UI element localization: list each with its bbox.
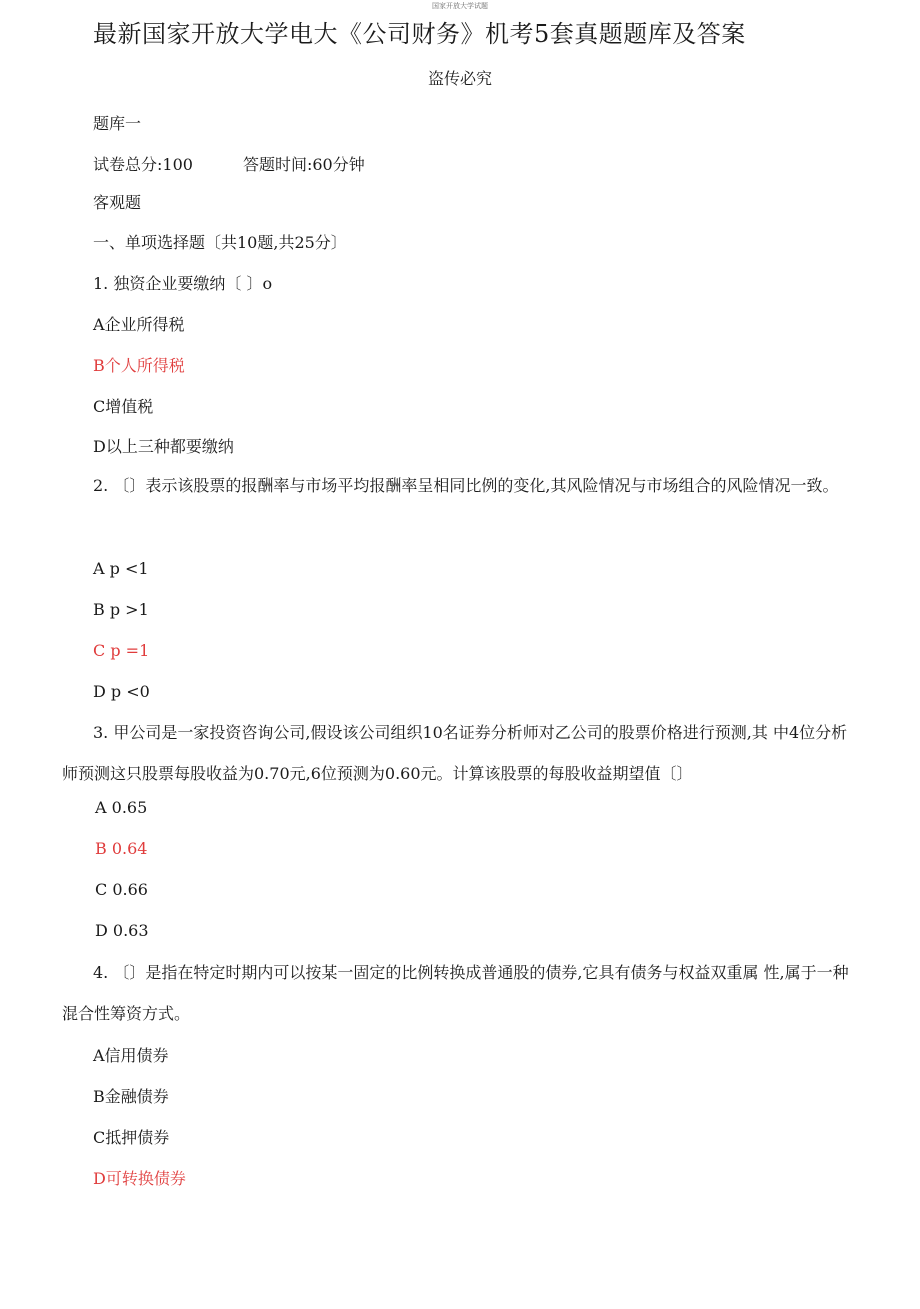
question-1-option-d: D以上三种都要缴纳 <box>93 437 234 456</box>
document-title: 最新国家开放大学电大《公司财务》机考5套真题题库及答案 <box>93 20 746 48</box>
question-2-option-c-answer: C p =1 <box>93 641 150 660</box>
time-limit: 答题时间:60分钟 <box>242 155 365 174</box>
question-3-option-c: C 0.66 <box>95 880 148 899</box>
question-1-stem: 1. 独资企业要缴纳〔 〕o <box>93 274 273 293</box>
document-subtitle: 盗传必究 <box>427 69 492 88</box>
question-bank-label: 题库一 <box>93 114 142 133</box>
question-4-option-b: B金融债券 <box>93 1087 169 1106</box>
question-3-stem: 3. 甲公司是一家投资咨询公司,假设该公司组织10名证券分析师对乙公司的股票价格进行预测,其 中4位分析师预测这只股票每股收益为0.70元,6位预测为0.60元。计算该股票的每股收益期望值〔〕 <box>62 723 848 783</box>
question-2-stem: 2. 〔〕表示该股票的报酬率与市场平均报酬率呈相同比例的变化,其风险情况与市场组合的风险情况一致。 <box>93 476 839 495</box>
page-header-mark: 国家开放大学试题 <box>432 2 488 10</box>
question-2-option-d: D p <0 <box>93 682 150 701</box>
question-2-option-a: A p <1 <box>93 559 149 578</box>
question-4-option-d-answer: D可转换债券 <box>93 1169 186 1188</box>
question-3-option-d: D 0.63 <box>95 921 149 940</box>
question-4-option-a: A信用债券 <box>93 1046 169 1065</box>
question-2-option-b: B p >1 <box>93 600 149 619</box>
question-4-stem: 4. 〔〕是指在特定时期内可以按某一固定的比例转换成普通股的债券,它具有债务与权益双重属 性,属于一种混合性筹资方式。 <box>62 963 849 1023</box>
section-objective: 客观题 <box>93 193 142 212</box>
total-score: 试卷总分:100 <box>93 155 193 174</box>
question-4-option-c: C抵押债券 <box>93 1128 170 1147</box>
question-3-option-b-answer: B 0.64 <box>95 839 148 858</box>
exam-info <box>93 152 365 175</box>
question-3-option-a: A 0.65 <box>95 798 148 817</box>
question-1-option-c: C增值税 <box>93 397 154 416</box>
question-1-option-b-answer: B个人所得税 <box>93 356 185 375</box>
section-single-choice: 一、单项选择题〔共10题,共25分〕 <box>93 233 347 252</box>
question-1-option-a: A企业所得税 <box>93 315 185 334</box>
